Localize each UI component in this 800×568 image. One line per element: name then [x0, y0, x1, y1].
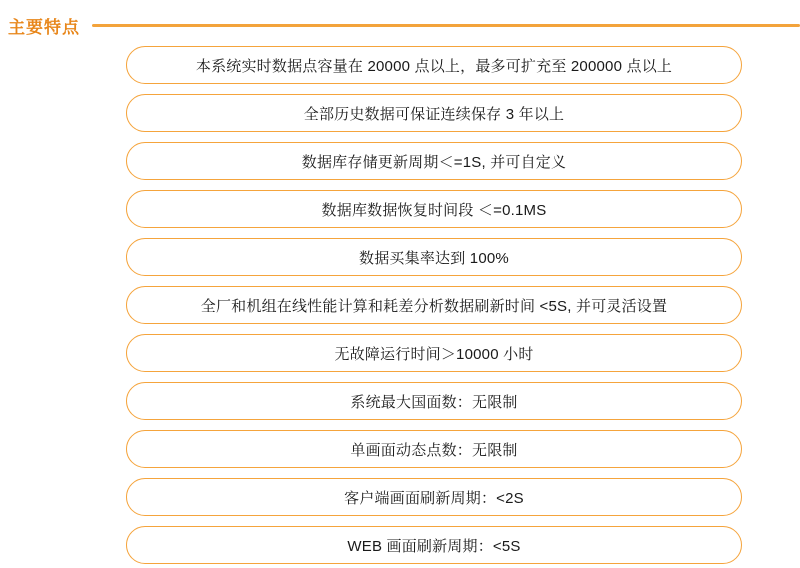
- list-item-label: 全厂和机组在线性能计算和耗差分析数据刷新时间 <5S, 并可灵活设置: [200, 297, 668, 315]
- list-item: [126, 286, 742, 324]
- list-item-label: 数据库数据恢复时间段 ＜=0.1MS: [321, 201, 547, 219]
- list-item-label: 本系统实时数据点容量在 20000 点以上，最多可扩充至 200000 点以上: [195, 57, 673, 75]
- list-item: [126, 238, 742, 276]
- section-header: [0, 0, 800, 40]
- list-item-label: 客户端画面刷新周期：<2S: [344, 489, 524, 507]
- list-item-label: 全部历史数据可保证连续保存 3 年以上: [303, 105, 565, 123]
- list-item: [126, 94, 742, 132]
- list-item: [126, 46, 742, 84]
- list-item: [126, 334, 742, 372]
- list-item-label: 无故障运行时间＞10000 小时: [334, 345, 534, 363]
- list-item-label: 系统最大国面数：无限制: [350, 393, 518, 411]
- list-item-label: 数据库存储更新周期＜=1S, 并可自定义: [301, 153, 567, 171]
- list-item-label: 单画面动态点数：无限制: [350, 441, 518, 459]
- list-item: [126, 430, 742, 468]
- feature-list: [0, 46, 800, 564]
- list-item-label: 数据买集率达到 100%: [359, 249, 509, 267]
- list-item: [126, 190, 742, 228]
- list-item: [126, 478, 742, 516]
- page-title: 主要特点: [8, 17, 80, 37]
- list-item: [126, 382, 742, 420]
- header-divider: [92, 24, 800, 27]
- list-item: [126, 142, 742, 180]
- list-item-label: WEB 画面刷新周期：<5S: [347, 537, 521, 555]
- list-item: [126, 526, 742, 564]
